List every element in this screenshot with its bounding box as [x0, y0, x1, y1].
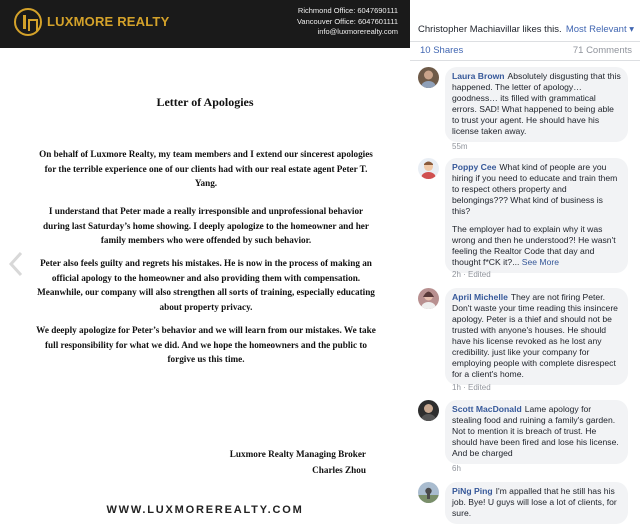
comment-text: Absolutely disgusting that this happened. The letter of apology… goodness… its filled with grammatical errors. SAD! What happened to being able to trust your agent. He should have his license taken away. [452, 71, 621, 136]
luxmore-logo-icon [14, 8, 42, 36]
sort-dropdown[interactable]: Most Relevant ▾ [565, 24, 634, 35]
avatar[interactable] [418, 288, 439, 309]
comment-meta[interactable]: 2h · Edited [452, 270, 491, 279]
commenter-name[interactable]: Poppy Cee [452, 162, 497, 172]
comment-meta[interactable]: 6h [452, 464, 461, 473]
commenter-name[interactable]: Laura Brown [452, 71, 505, 81]
comment-text-continued: The employer had to explain why it was wrong and then he understood?! He wasn't feeling the Realtor Code that day and thought f*CK it?... [452, 224, 616, 267]
letter-paragraph: We deeply apologize for Peter’s behavior and we will learn from our mistakes. We take full responsibility for what we did. And we hope the homeowners and the public to forgive us this time. [36, 325, 376, 364]
comment-meta[interactable]: 1h · Edited [452, 383, 491, 392]
comments-panel [410, 0, 640, 524]
office-line: info@luxmorerealty.com [317, 27, 398, 36]
comment-bubble [445, 67, 628, 142]
letter-paragraph: Peter also feels guilty and regrets his mistakes. He is now in the process of making an official apology to the homeowner and also providing them with compensation. Meanwhile, our company will also strengthen all sorts of training, especially educating about property privacy. [37, 258, 375, 312]
divider [410, 60, 640, 61]
photo-credit: Photos from Luxmore Realty's post [4, 512, 113, 519]
comment-meta[interactable]: 55m [452, 142, 468, 151]
comment-text: What kind of people are you hiring if you need to educate and train them to respect others property and belongings??? What kind of business is this? [452, 162, 618, 216]
commenter-name[interactable]: Scott MacDonald [452, 404, 522, 414]
comment-bubble [445, 158, 628, 273]
comments-count[interactable]: 71 Comments [572, 45, 632, 56]
likes-summary[interactable]: Christopher Machiavillar likes this. [418, 24, 562, 35]
letter-paragraph: I understand that Peter made a really irresponsible and unprofessional behavior during last Saturday’s home showing. I deeply apologize to the homeowner and her family members who were offended by such behavior. [43, 206, 369, 245]
avatar[interactable] [418, 158, 439, 179]
comment-bubble [445, 482, 628, 524]
avatar[interactable] [418, 482, 439, 503]
avatar[interactable] [418, 400, 439, 421]
brand-name: LUXMORE REALTY [47, 14, 170, 29]
commenter-name[interactable]: PiNg Ping [452, 486, 493, 496]
comment-text: They are not firing Peter. Don't waste your time reading this insincere apology. Peter is a thief and should not be trusted with anyone's houses. He should have his license revoked as he lost any credibility. just like your company for employing people with complete disrespect for a client's home. [452, 292, 618, 379]
signer-title: Luxmore Realty Managing Broker [229, 449, 366, 459]
divider [410, 41, 640, 42]
signer-name: Charles Zhou [312, 465, 366, 475]
office-line: Richmond Office: 6047690111 [297, 6, 398, 15]
commenter-name[interactable]: April Michelle [452, 292, 508, 302]
office-line: Vancouver Office: 6047601111 [296, 16, 398, 26]
letter-paragraph: On behalf of Luxmore Realty, my team members and I extend our sincerest apologies for the terrible experience one of our clients had with our real estate agent Peter T. Yang. [39, 149, 373, 188]
office-contacts [297, 6, 398, 38]
avatar[interactable] [418, 67, 439, 88]
comment-text: I'm appalled that he still has his job. Bye! U guys will lose a lot of clients, for sure. [452, 486, 617, 518]
letter-title: Letter of Apologies [156, 95, 254, 109]
comment-bubble [445, 288, 628, 385]
comment-text: Lame apology for stealing food and ruining a family's garden. Not to mention it is breach of trust. He should have been fired and lose his license. And be charged [452, 404, 619, 458]
signature-block [230, 446, 366, 478]
shares-link[interactable]: 10 Shares [420, 45, 464, 56]
comment-bubble [445, 400, 628, 464]
website-footer: WWW.LUXMOREREALTY.COM [106, 504, 304, 516]
see-more-link[interactable]: See More [521, 257, 560, 267]
previous-photo-icon[interactable] [8, 250, 24, 278]
letterhead [0, 0, 410, 48]
